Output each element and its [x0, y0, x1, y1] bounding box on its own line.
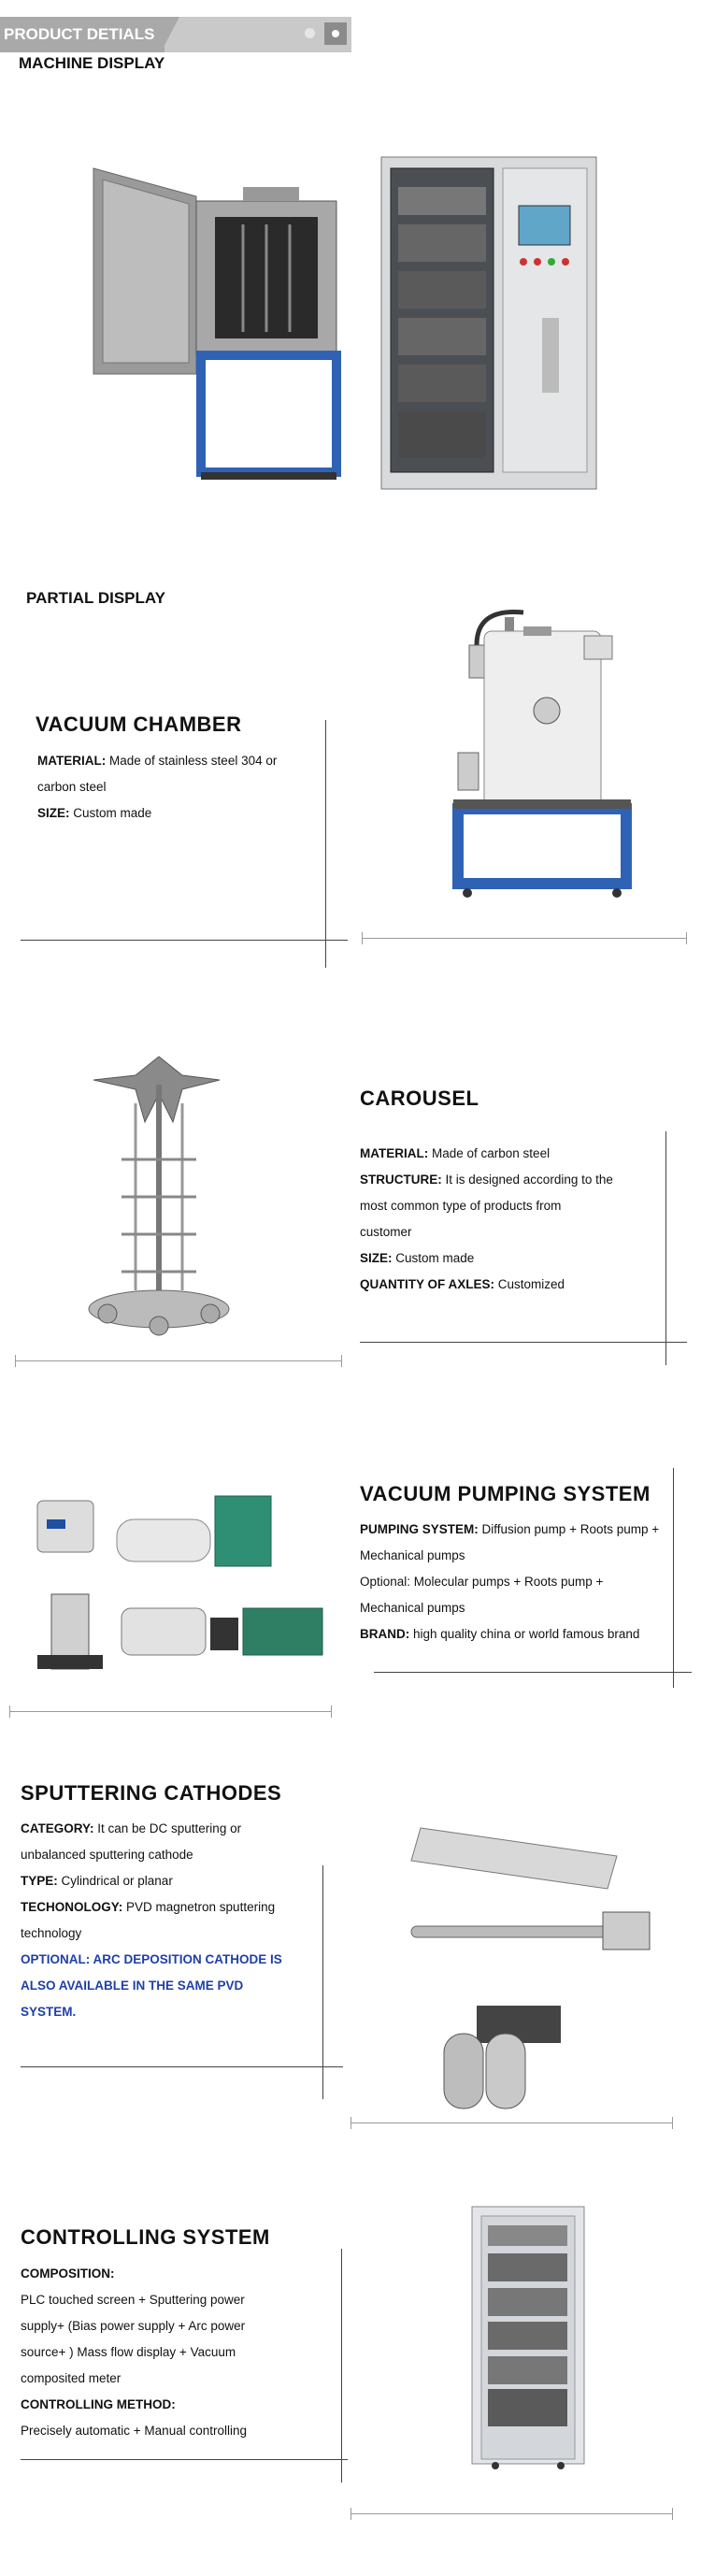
carousel-specs: [360, 1141, 668, 1298]
carousel-image: [79, 1047, 238, 1337]
spec-line: Optional: Molecular pumps + Roots pump +: [360, 1575, 604, 1589]
spec-line: supply+ (Bias power supply + Arc power: [21, 2319, 246, 2333]
spec-line: CATEGORY: It can be DC sputtering or: [21, 1821, 242, 1835]
spec-line: BRAND: high quality china or world famous brand: [360, 1627, 640, 1641]
control-cabinet-image: [467, 2202, 589, 2473]
spec-line: Mechanical pumps: [360, 1548, 465, 1562]
spec-line: source+ ) Mass flow display + Vacuum: [21, 2345, 236, 2359]
divider: [21, 2459, 348, 2460]
divider: [21, 2066, 343, 2067]
sputtering-specs: [21, 1816, 329, 2025]
divider: [325, 720, 326, 968]
vacuum-chamber-title: VACUUM CHAMBER: [36, 712, 242, 736]
image-rule: [362, 938, 687, 939]
pumping-specs: [360, 1517, 701, 1648]
optional-note: OPTIONAL: ARC DEPOSITION CATHODE IS: [21, 1952, 282, 1966]
divider: [673, 1468, 674, 1688]
vacuum-chamber-image: [449, 589, 664, 907]
image-rule: [15, 1360, 342, 1361]
spec-line: TYPE: Cylindrical or planar: [21, 1874, 173, 1888]
spec-line: STRUCTURE: It is designed according to the: [360, 1173, 613, 1187]
circle-icon: [324, 22, 347, 45]
carousel-title: CAROUSEL: [360, 1087, 479, 1110]
spec-line: SIZE: Custom made: [360, 1251, 475, 1265]
partial-display-heading: PARTIAL DISPLAY: [26, 589, 165, 607]
spec-line: customer: [360, 1225, 412, 1239]
spec-line: most common type of products from: [360, 1199, 562, 1213]
pumping-title: VACUUM PUMPING SYSTEM: [360, 1482, 651, 1505]
spec-line: composited meter: [21, 2371, 122, 2385]
image-rule: [350, 2513, 673, 2514]
spec-line: Mechanical pumps: [360, 1601, 465, 1615]
controlling-title: CONTROLLING SYSTEM: [21, 2225, 270, 2249]
image-rule: [9, 1711, 332, 1712]
spec-line: CONTROLLING METHOD:: [21, 2397, 176, 2411]
divider: [360, 1342, 687, 1343]
spec-line: Precisely automatic + Manual controlling: [21, 2424, 247, 2438]
banner-accent: [161, 17, 179, 52]
spec-line: QUANTITY OF AXLES: Customized: [360, 1277, 565, 1291]
spec-line: unbalanced sputtering cathode: [21, 1848, 193, 1862]
spec-line: COMPOSITION:: [21, 2267, 115, 2281]
controlling-specs: [21, 2261, 329, 2444]
spec-line: MATERIAL: Made of carbon steel: [360, 1146, 551, 1160]
pumps-image: [28, 1487, 350, 1683]
divider: [21, 940, 348, 941]
spec-line: carbon steel: [37, 780, 107, 794]
spec-line: TECHONOLOGY: PVD magnetron sputtering: [21, 1900, 276, 1914]
machine-display-heading: MACHINE DISPLAY: [19, 54, 165, 72]
divider: [322, 1865, 323, 2099]
divider: [665, 1131, 666, 1365]
divider: [341, 2249, 342, 2482]
dot-icon: [305, 28, 315, 38]
machine-display-image: [84, 150, 608, 505]
spec-line: MATERIAL: Made of stainless steel 304 or: [37, 754, 278, 768]
spec-line: SIZE: Custom made: [37, 806, 152, 820]
optional-note: ALSO AVAILABLE IN THE SAME PVD: [21, 1979, 244, 1993]
spec-line: PUMPING SYSTEM: Diffusion pump + Roots pump +: [360, 1522, 660, 1536]
optional-note: SYSTEM.: [21, 2005, 77, 2019]
vacuum-chamber-specs: [37, 748, 318, 827]
cathodes-image: [402, 1819, 682, 2118]
spec-line: PLC touched screen + Sputtering power: [21, 2293, 245, 2307]
page-title: PRODUCT DETIALS: [0, 17, 165, 52]
sputtering-title: SPUTTERING CATHODES: [21, 1781, 282, 1805]
spec-line: technology: [21, 1926, 82, 1940]
divider: [374, 1672, 692, 1673]
